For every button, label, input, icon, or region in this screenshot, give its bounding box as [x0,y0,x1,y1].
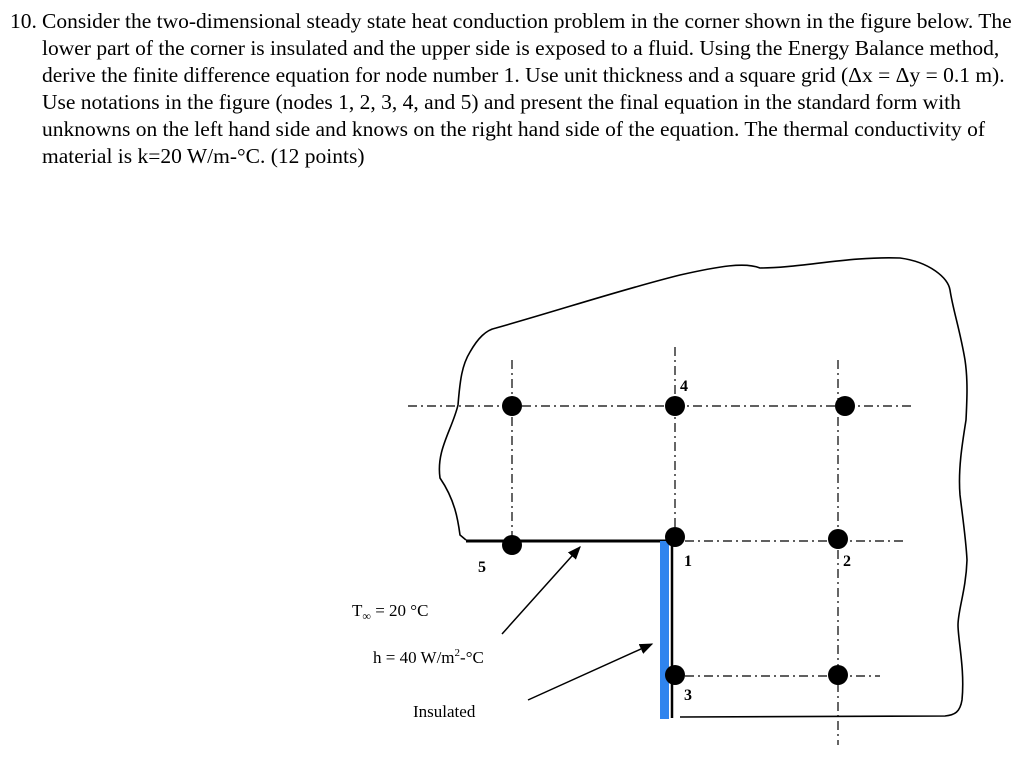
domain-boundary [439,258,967,717]
node-2-label: 2 [843,553,851,570]
node-top-right [835,396,855,416]
insulated-label: Insulated [413,702,476,721]
node-top-left [502,396,522,416]
insulated-wall [660,541,669,719]
node-3 [665,665,685,685]
problem-text: Consider the two-dimensional steady state heat conduction problem in the corner shown in the figure below. The lower part of the corner is insulated and the upper side is exposed to a fluid. Using the Energy Balance method, derive the finite difference equation for node number 1. Use unit thickness and a square grid (Δx = Δy = 0.1 m). Use notations in the figure (nodes 1, 2, 3, 4, and 5) and present the final equation in the standard form with unknowns on the left hand side and knows on the right hand side of the equation. The thermal conductivity of material is k=20 W/m-°C. (12 points) [42,9,1012,168]
node-1 [665,527,685,547]
h-label: h = 40 $W/m^2-^\circ C$ [373,647,484,667]
node-bottom-right [828,665,848,685]
t-inf-label: $T_\infty = 20$ °C [352,601,429,623]
convection-arrow [502,547,580,634]
node-2 [828,529,848,549]
node-4 [665,396,685,416]
node-5-label: 5 [478,559,486,576]
node-1-label: 1 [684,553,692,570]
insulated-arrow [528,644,652,700]
node-4-label: 4 [680,378,688,395]
node-3-label: 3 [684,687,692,704]
problem-number: 10. [10,9,37,33]
node-5 [502,535,522,555]
